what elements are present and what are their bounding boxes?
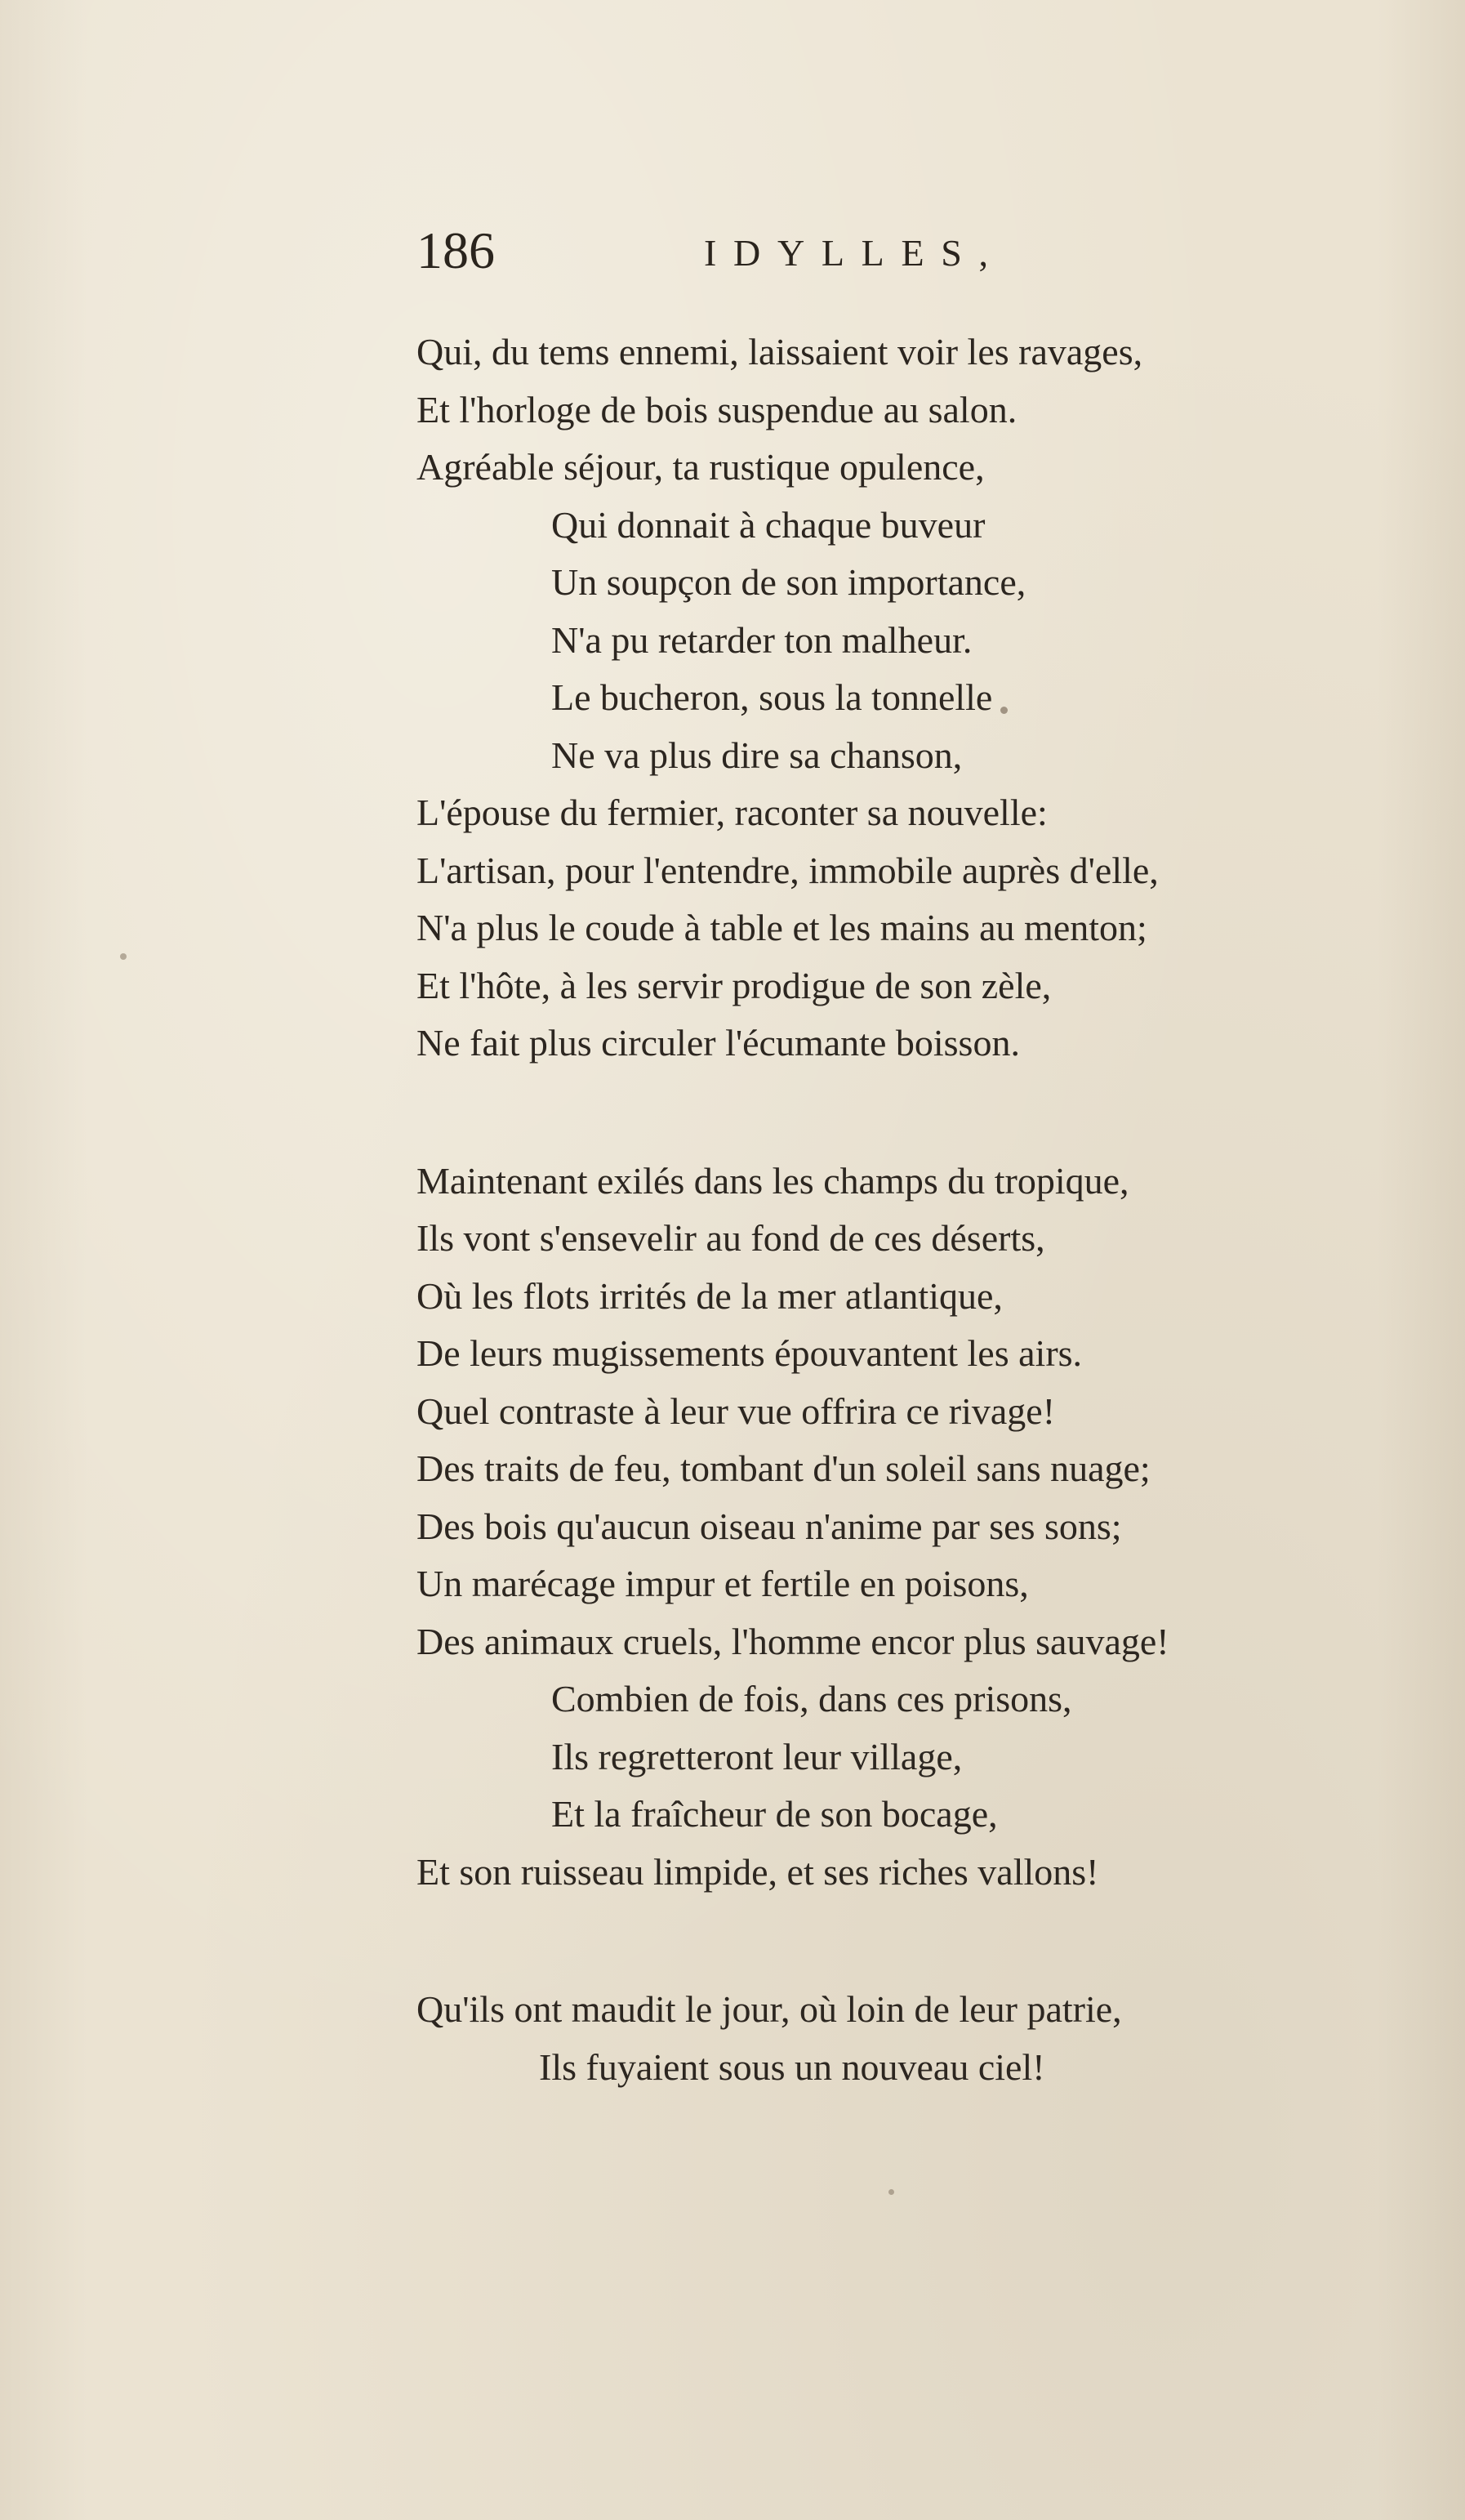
poem-line: Ne va plus dire sa chanson, (551, 734, 963, 776)
poem-line: L'artisan, pour l'entendre, immobile auprès d'elle, (416, 849, 1159, 891)
poem-line: Où les flots irrités de la mer atlantique, (416, 1274, 1003, 1317)
poem-line: Un soupçon de son importance, (551, 561, 1026, 603)
poem-line: L'épouse du fermier, raconter sa nouvelle: (416, 792, 1048, 833)
poem-line: Des bois qu'aucun oiseau n'anime par ses sons; (416, 1505, 1122, 1547)
poem-line: Maintenant exilés dans les champs du tropique, (416, 1159, 1129, 1202)
poem-line: Ils vont s'ensevelir au fond de ces déserts, (416, 1217, 1045, 1259)
poem-line: Combien de fois, dans ces prisons, (551, 1678, 1072, 1719)
poem-line: Qui, du tems ennemi, laissaient voir les ravages, (416, 331, 1143, 372)
stanza-1 (416, 323, 1437, 1073)
poem-line: Des animaux cruels, l'homme encor plus sauvage! (416, 1620, 1169, 1662)
poem-line: Ils regretteront leur village, (551, 1735, 963, 1777)
poem-line: Agréable séjour, ta rustique opulence, (416, 446, 985, 488)
poem-line: Qui donnait à chaque buveur (551, 503, 986, 546)
poem-line: N'a pu retarder ton malheur. (551, 618, 973, 661)
stanza-3 (416, 1981, 1437, 2096)
poem-line: De leurs mugissements épouvantent les airs. (416, 1332, 1083, 1374)
poem-line: N'a plus le coude à table et les mains au menton; (416, 907, 1147, 948)
poem-line: Des traits de feu, tombant d'un soleil sans nuage; (416, 1447, 1151, 1489)
poem-text (416, 323, 1437, 2096)
paper-speck (1000, 707, 1008, 714)
poem-line: Et l'horloge de bois suspendue au salon. (416, 388, 1017, 430)
page-number: 186 (416, 221, 495, 279)
page-header (416, 214, 1347, 288)
stanza-2 (416, 1153, 1437, 1902)
paper-speck (888, 2189, 894, 2195)
poem-line: Et la fraîcheur de son bocage, (551, 1793, 998, 1835)
poem-line: Ne fait plus circuler l'écumante boisson. (416, 1022, 1020, 1064)
poem-line: Quel contraste à leur vue offrira ce rivage! (416, 1389, 1056, 1432)
poem-line: Ils fuyaient sous un nouveau ciel! (539, 2045, 1045, 2088)
paper-speck (120, 953, 127, 960)
poem-line: Qu'ils ont maudit le jour, où loin de leur patrie, (416, 1988, 1122, 2030)
running-head: IDYLLES, (704, 232, 1005, 274)
poem-line: Et son ruisseau limpide, et ses riches vallons! (416, 1850, 1099, 1893)
poem-line: Le bucheron, sous la tonnelle (551, 676, 993, 718)
poem-line: Et l'hôte, à les servir prodigue de son zèle, (416, 964, 1052, 1006)
poem-line: Un marécage impur et fertile en poisons, (416, 1563, 1029, 1604)
